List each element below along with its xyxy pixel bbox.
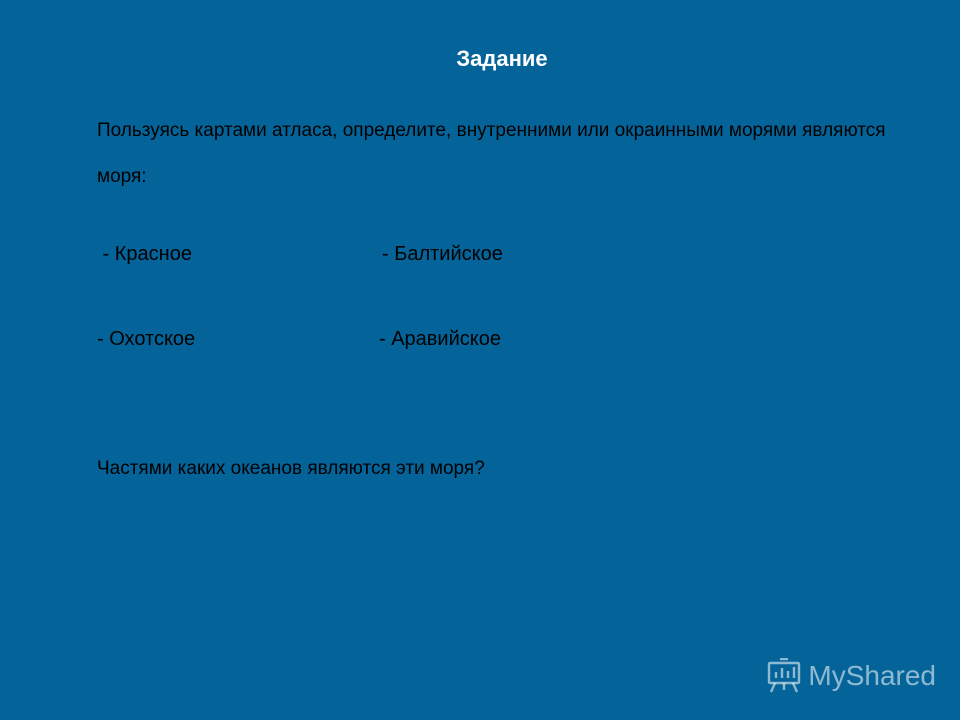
- watermark-text: MyShared: [808, 660, 936, 691]
- sea-item-red: - Красное: [97, 243, 192, 265]
- slide-title: Задание: [456, 46, 548, 71]
- task-text: Пользуясь картами атласа, определите, внутренними или окраинными морями являются моря:: [97, 120, 886, 187]
- sea-item-baltic: - Балтийское: [382, 243, 503, 265]
- watermark: [766, 658, 936, 694]
- sea-item-okhotsk: - Охотское: [97, 328, 196, 350]
- sea-item-arabian: - Аравийское: [379, 328, 501, 350]
- question-text: Частями каких океанов являются эти моря?: [97, 458, 485, 479]
- presentation-screen-icon: [766, 658, 802, 694]
